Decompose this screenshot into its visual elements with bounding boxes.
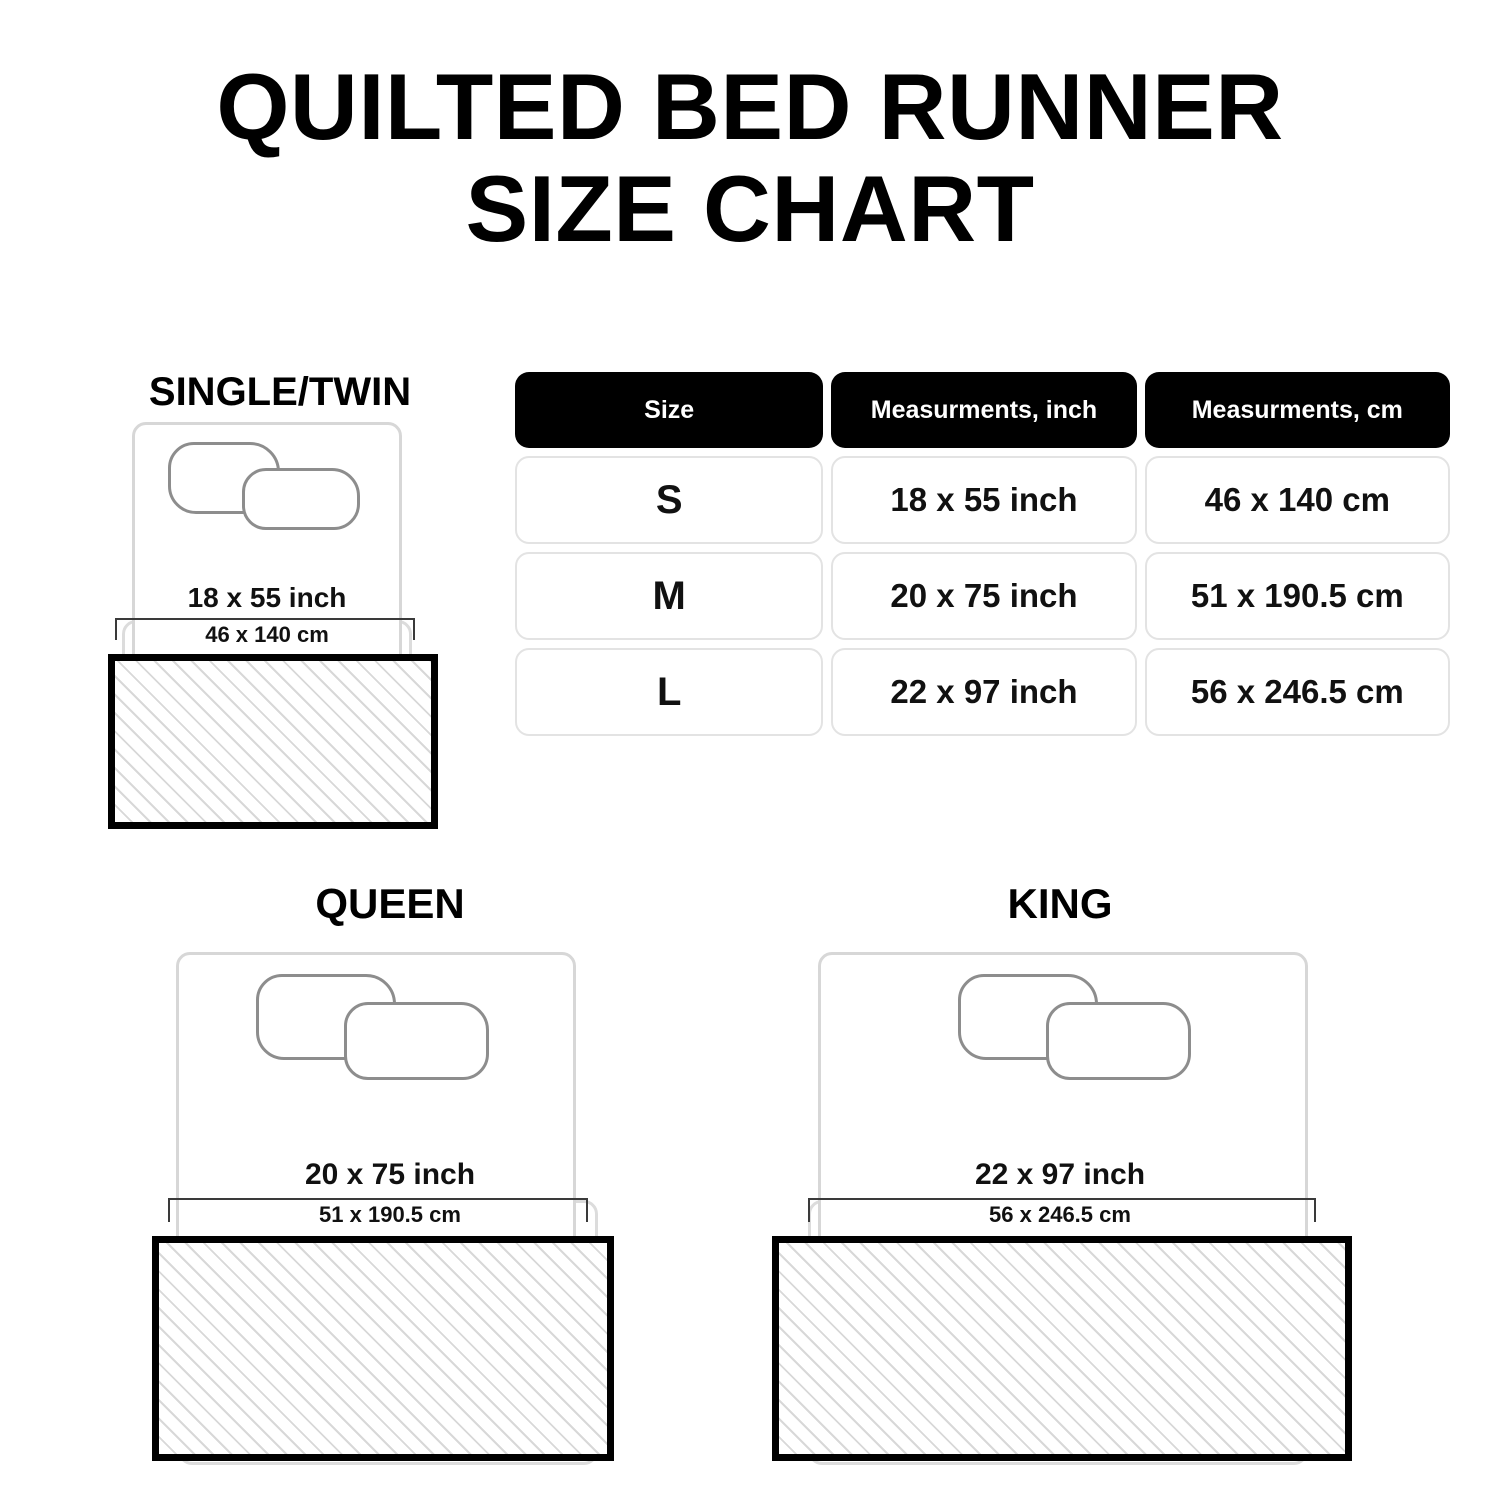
measure-bracket [808,1198,1316,1222]
table-row [515,456,1450,544]
table-header-row [515,372,1450,448]
pillow-front [1046,1002,1191,1080]
bed-diagram-queen [160,880,620,1480]
table-header-inch: Measurments, inch [831,372,1136,448]
pillow-front [344,1002,489,1080]
table-row [515,552,1450,640]
cell-inch-l: 22 x 97 inch [831,648,1136,736]
cell-cm-m: 51 x 190.5 cm [1145,552,1450,640]
title-line-1: QUILTED BED RUNNER [216,54,1284,159]
bed-title-single-twin: SINGLE/TWIN [148,370,412,414]
table-header-size: Size [515,372,823,448]
title-line-2: SIZE CHART [465,155,1035,261]
dimension-inch-queen: 20 x 75 inch [304,1158,476,1191]
bed-runner-single-twin [108,654,438,829]
page-title [0,56,1500,259]
bed-title-queen: QUEEN [315,880,465,927]
cell-inch-m: 20 x 75 inch [831,552,1136,640]
cell-size-s: S [515,456,823,544]
cell-cm-s: 46 x 140 cm [1145,456,1450,544]
table-header-cm: Measurments, cm [1145,372,1450,448]
bed-runner-king [772,1236,1352,1461]
measure-bracket [168,1198,588,1222]
dimension-inch-single-twin: 18 x 55 inch [187,582,347,613]
dimension-cm-king: 56 x 246.5 cm [989,1202,1131,1227]
dimension-inch-king: 22 x 97 inch [974,1158,1146,1191]
cell-inch-s: 18 x 55 inch [831,456,1136,544]
bed-diagram-king [760,880,1360,1480]
size-table [515,372,1450,744]
cell-size-m: M [515,552,823,640]
bed-runner-queen [152,1236,614,1461]
dimension-cm-queen: 51 x 190.5 cm [319,1202,461,1227]
dimension-cm-single-twin: 46 x 140 cm [205,622,329,647]
pillow-front [242,468,360,530]
cell-cm-l: 56 x 246.5 cm [1145,648,1450,736]
measure-bracket [115,618,415,640]
table-row [515,648,1450,736]
cell-size-l: L [515,648,823,736]
bed-title-king: KING [1007,880,1113,927]
bed-diagram-single-twin [90,370,470,850]
